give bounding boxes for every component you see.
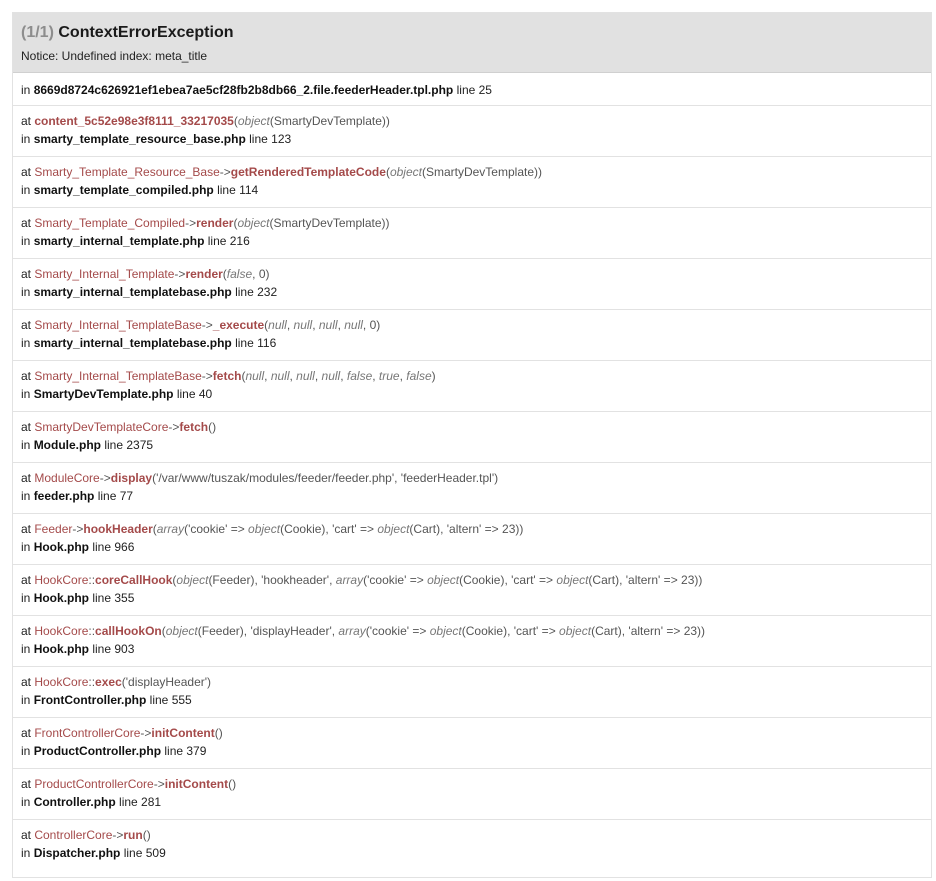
frame-call — [21, 572, 923, 588]
frame-arg-type: true — [378, 369, 400, 383]
frame-call — [21, 113, 923, 129]
exception-count: (1/1) — [21, 24, 54, 41]
frame-in-label: in — [21, 387, 34, 401]
trace-frame — [13, 718, 931, 769]
trace-frame — [13, 259, 931, 310]
frame-location — [21, 642, 923, 656]
frame-operator: -> — [219, 165, 231, 179]
frame-class: Smarty_Template_Compiled — [34, 216, 186, 230]
frame-at-label: at — [21, 216, 35, 230]
frame-location — [21, 846, 923, 860]
stack-trace — [13, 106, 931, 871]
frame-file: ProductController.php — [33, 744, 162, 758]
frame-operator: -> — [112, 828, 124, 842]
frame-file: smarty_internal_template.php — [33, 234, 205, 248]
frame-arg-type: object — [237, 114, 270, 128]
exception-panel — [12, 12, 932, 878]
frame-line: line 509 — [120, 846, 166, 860]
frame-operator: :: — [88, 624, 96, 638]
frame-at-label: at — [21, 114, 35, 128]
frame-location — [21, 387, 923, 401]
frame-location — [21, 489, 923, 503]
frame-class: HookCore — [34, 573, 89, 587]
frame-arg-type: null — [344, 318, 363, 332]
frame-args: ('displayHeader') — [121, 675, 212, 689]
frame-at-label: at — [21, 165, 35, 179]
frame-arg-type: null — [321, 369, 341, 383]
frame-operator: :: — [88, 675, 96, 689]
frame-file: Hook.php — [33, 591, 90, 605]
frame-in-label: in — [21, 183, 34, 197]
frame-in-label: in — [21, 540, 34, 554]
frame-location — [21, 591, 923, 605]
frame-operator: -> — [174, 267, 186, 281]
frame-args: (null, null, null, null, 0) — [264, 318, 381, 332]
frame-in-label: in — [21, 234, 34, 248]
frame-at-label: at — [21, 369, 35, 383]
frame-line: line 77 — [94, 489, 134, 503]
origin-file: 8669d8724c626921ef1ebea7ae5cf28fb2b8db66_2.file.feederHeader.tpl.php — [33, 83, 454, 97]
frame-args: (null, null, null, null, false, true, false) — [241, 369, 436, 383]
trace-frame — [13, 820, 931, 871]
frame-line: line 232 — [231, 285, 278, 299]
frame-arg-type: array — [156, 522, 185, 536]
frame-args: () — [228, 777, 237, 791]
frame-class: ControllerCore — [34, 828, 113, 842]
frame-location — [21, 336, 923, 350]
frame-method: fetch — [179, 420, 209, 434]
frame-line: line 114 — [213, 183, 259, 197]
frame-operator: -> — [153, 777, 165, 791]
frame-method: run — [123, 828, 143, 842]
frame-call — [21, 317, 923, 333]
frame-arg-type: false — [346, 369, 373, 383]
frame-class: ModuleCore — [34, 471, 100, 485]
frame-arg-type: false — [406, 369, 432, 383]
frame-operator: -> — [99, 471, 111, 485]
frame-args: (object(Feeder), 'hookheader', array('cookie' => object(Cookie), 'cart' => object(Cart), 'altern' => 23)) — [172, 573, 703, 587]
frame-call — [21, 215, 923, 231]
frame-arg-type: object — [237, 216, 270, 230]
frame-location — [21, 540, 923, 554]
frame-class: Feeder — [34, 522, 73, 536]
frame-file: Module.php — [33, 438, 102, 452]
trace-frame — [13, 106, 931, 157]
frame-file: Dispatcher.php — [33, 846, 121, 860]
trace-frame — [13, 310, 931, 361]
exception-class: ContextErrorException — [58, 24, 234, 41]
frame-call — [21, 776, 923, 792]
frame-method: display — [110, 471, 153, 485]
frame-arg-type: object — [427, 573, 460, 587]
frame-arg-type: object — [559, 624, 592, 638]
frame-class: Smarty_Internal_TemplateBase — [34, 318, 202, 332]
frame-in-label: in — [21, 285, 34, 299]
frame-location — [21, 183, 923, 197]
frame-arg-type: array — [338, 624, 366, 638]
frame-call — [21, 674, 923, 690]
frame-class: Smarty_Internal_TemplateBase — [34, 369, 202, 383]
frame-in-label: in — [21, 336, 34, 350]
frame-args: (array('cookie' => object(Cookie), 'cart' => object(Cart), 'altern' => 23)) — [152, 522, 524, 536]
trace-frame — [13, 667, 931, 718]
frame-call — [21, 623, 923, 639]
frame-location — [21, 132, 923, 146]
frame-in-label: in — [21, 846, 34, 860]
trace-frame — [13, 412, 931, 463]
frame-call — [21, 368, 923, 384]
frame-method: render — [185, 267, 223, 281]
frame-call — [21, 266, 923, 282]
trace-frame — [13, 463, 931, 514]
frame-arg-type: null — [245, 369, 265, 383]
frame-at-label: at — [21, 420, 35, 434]
frame-at-label: at — [21, 267, 35, 281]
exception-title — [21, 23, 923, 42]
frame-arg-type: null — [293, 318, 313, 332]
frame-call — [21, 725, 923, 741]
frame-class: FrontControllerCore — [34, 726, 141, 740]
frame-args: (object(SmartyDevTemplate)) — [233, 216, 390, 230]
frame-arg-type: null — [296, 369, 315, 383]
frame-file: FrontController.php — [33, 693, 147, 707]
frame-file: smarty_template_compiled.php — [33, 183, 214, 197]
frame-line: line 903 — [89, 642, 135, 656]
frame-arg-type: null — [268, 318, 287, 332]
frame-call — [21, 521, 923, 537]
frame-line: line 123 — [245, 132, 292, 146]
frame-line: line 116 — [231, 336, 277, 350]
frame-class: ProductControllerCore — [34, 777, 154, 791]
frame-call — [21, 419, 923, 435]
frame-arg-type: object — [389, 165, 422, 179]
frame-location — [21, 438, 923, 452]
frame-args: (false, 0) — [222, 267, 270, 281]
frame-at-label: at — [21, 777, 35, 791]
frame-operator: :: — [88, 573, 96, 587]
frame-operator: -> — [72, 522, 84, 536]
frame-args: (object(SmartyDevTemplate)) — [233, 114, 390, 128]
frame-arg-type: object — [176, 573, 209, 587]
frame-arg-type: object — [377, 522, 410, 536]
frame-file: Hook.php — [33, 540, 90, 554]
trace-frame — [13, 769, 931, 820]
frame-method: hookHeader — [83, 522, 153, 536]
frame-file: feeder.php — [33, 489, 95, 503]
exception-header — [13, 13, 931, 73]
frame-arg-type: object — [248, 522, 281, 536]
frame-at-label: at — [21, 471, 35, 485]
frame-at-label: at — [21, 828, 35, 842]
frame-in-label: in — [21, 693, 34, 707]
frame-args: ('/var/www/tuszak/modules/feeder/feeder.php', 'feederHeader.tpl') — [152, 471, 499, 485]
frame-at-label: at — [21, 624, 35, 638]
frame-file: smarty_template_resource_base.php — [33, 132, 246, 146]
frame-class: SmartyDevTemplateCore — [34, 420, 169, 434]
frame-arg-type: object — [556, 573, 589, 587]
frame-location — [21, 744, 923, 758]
frame-args: () — [142, 828, 151, 842]
frame-in-label: in — [21, 744, 34, 758]
frame-arg-type: object — [165, 624, 198, 638]
frame-at-label: at — [21, 573, 35, 587]
frame-call — [21, 827, 923, 843]
frame-file: smarty_internal_templatebase.php — [33, 336, 232, 350]
frame-method: initContent — [164, 777, 229, 791]
frame-class: HookCore — [34, 624, 89, 638]
frame-method: content_5c52e98e3f8111_33217035 — [34, 114, 234, 128]
frame-at-label: at — [21, 522, 35, 536]
trace-frame — [13, 616, 931, 667]
frame-arg-type: null — [318, 318, 338, 332]
trace-frame — [13, 565, 931, 616]
frame-operator: -> — [140, 726, 152, 740]
frame-operator: -> — [201, 369, 213, 383]
origin-prefix: in — [21, 83, 31, 97]
frame-operator: -> — [168, 420, 180, 434]
frame-in-label: in — [21, 132, 34, 146]
frame-method: callHookOn — [95, 624, 162, 638]
frame-location — [21, 234, 923, 248]
frame-class: Smarty_Internal_Template — [34, 267, 175, 281]
frame-class: Smarty_Template_Resource_Base — [34, 165, 220, 179]
frame-method: render — [196, 216, 234, 230]
frame-line: line 355 — [89, 591, 135, 605]
frame-line: line 40 — [173, 387, 213, 401]
frame-arg-type: null — [270, 369, 290, 383]
exception-message: Notice: Undefined index: meta_title — [21, 49, 208, 63]
frame-method: _execute — [212, 318, 265, 332]
origin-row — [13, 73, 931, 106]
frame-method: getRenderedTemplateCode — [230, 165, 386, 179]
frame-line: line 281 — [115, 795, 162, 809]
frame-at-label: at — [21, 318, 35, 332]
frame-method: fetch — [212, 369, 242, 383]
frame-location — [21, 795, 923, 809]
frame-operator: -> — [185, 216, 197, 230]
frame-location — [21, 693, 923, 707]
frame-args: (object(SmartyDevTemplate)) — [385, 165, 542, 179]
frame-at-label: at — [21, 675, 35, 689]
frame-line: line 2375 — [101, 438, 154, 452]
frame-operator: -> — [201, 318, 213, 332]
frame-at-label: at — [21, 726, 35, 740]
origin-line: line 25 — [456, 83, 492, 97]
frame-class: HookCore — [34, 675, 89, 689]
frame-args: () — [208, 420, 217, 434]
frame-in-label: in — [21, 591, 34, 605]
frame-method: coreCallHook — [95, 573, 173, 587]
frame-in-label: in — [21, 642, 34, 656]
frame-line: line 379 — [161, 744, 207, 758]
frame-file: Hook.php — [33, 642, 90, 656]
frame-file: smarty_internal_templatebase.php — [33, 285, 232, 299]
trace-frame — [13, 514, 931, 565]
frame-file: Controller.php — [33, 795, 116, 809]
frame-args: (object(Feeder), 'displayHeader', array('cookie' => object(Cookie), 'cart' => object(Cart), 'altern' => 23)) — [161, 624, 706, 638]
frame-args: () — [214, 726, 223, 740]
frame-arg-type: array — [335, 573, 364, 587]
frame-in-label: in — [21, 795, 34, 809]
frame-in-label: in — [21, 438, 34, 452]
frame-method: initContent — [151, 726, 215, 740]
frame-file: SmartyDevTemplate.php — [33, 387, 174, 401]
frame-in-label: in — [21, 489, 34, 503]
trace-frame — [13, 157, 931, 208]
frame-line: line 966 — [89, 540, 135, 554]
frame-call — [21, 164, 923, 180]
frame-line: line 555 — [146, 693, 192, 707]
frame-method: exec — [95, 675, 122, 689]
frame-arg-type: false — [226, 267, 253, 281]
trace-frame — [13, 361, 931, 412]
frame-line: line 216 — [204, 234, 250, 248]
frame-arg-type: object — [429, 624, 462, 638]
frame-call — [21, 470, 923, 486]
frame-location — [21, 285, 923, 299]
trace-frame — [13, 208, 931, 259]
